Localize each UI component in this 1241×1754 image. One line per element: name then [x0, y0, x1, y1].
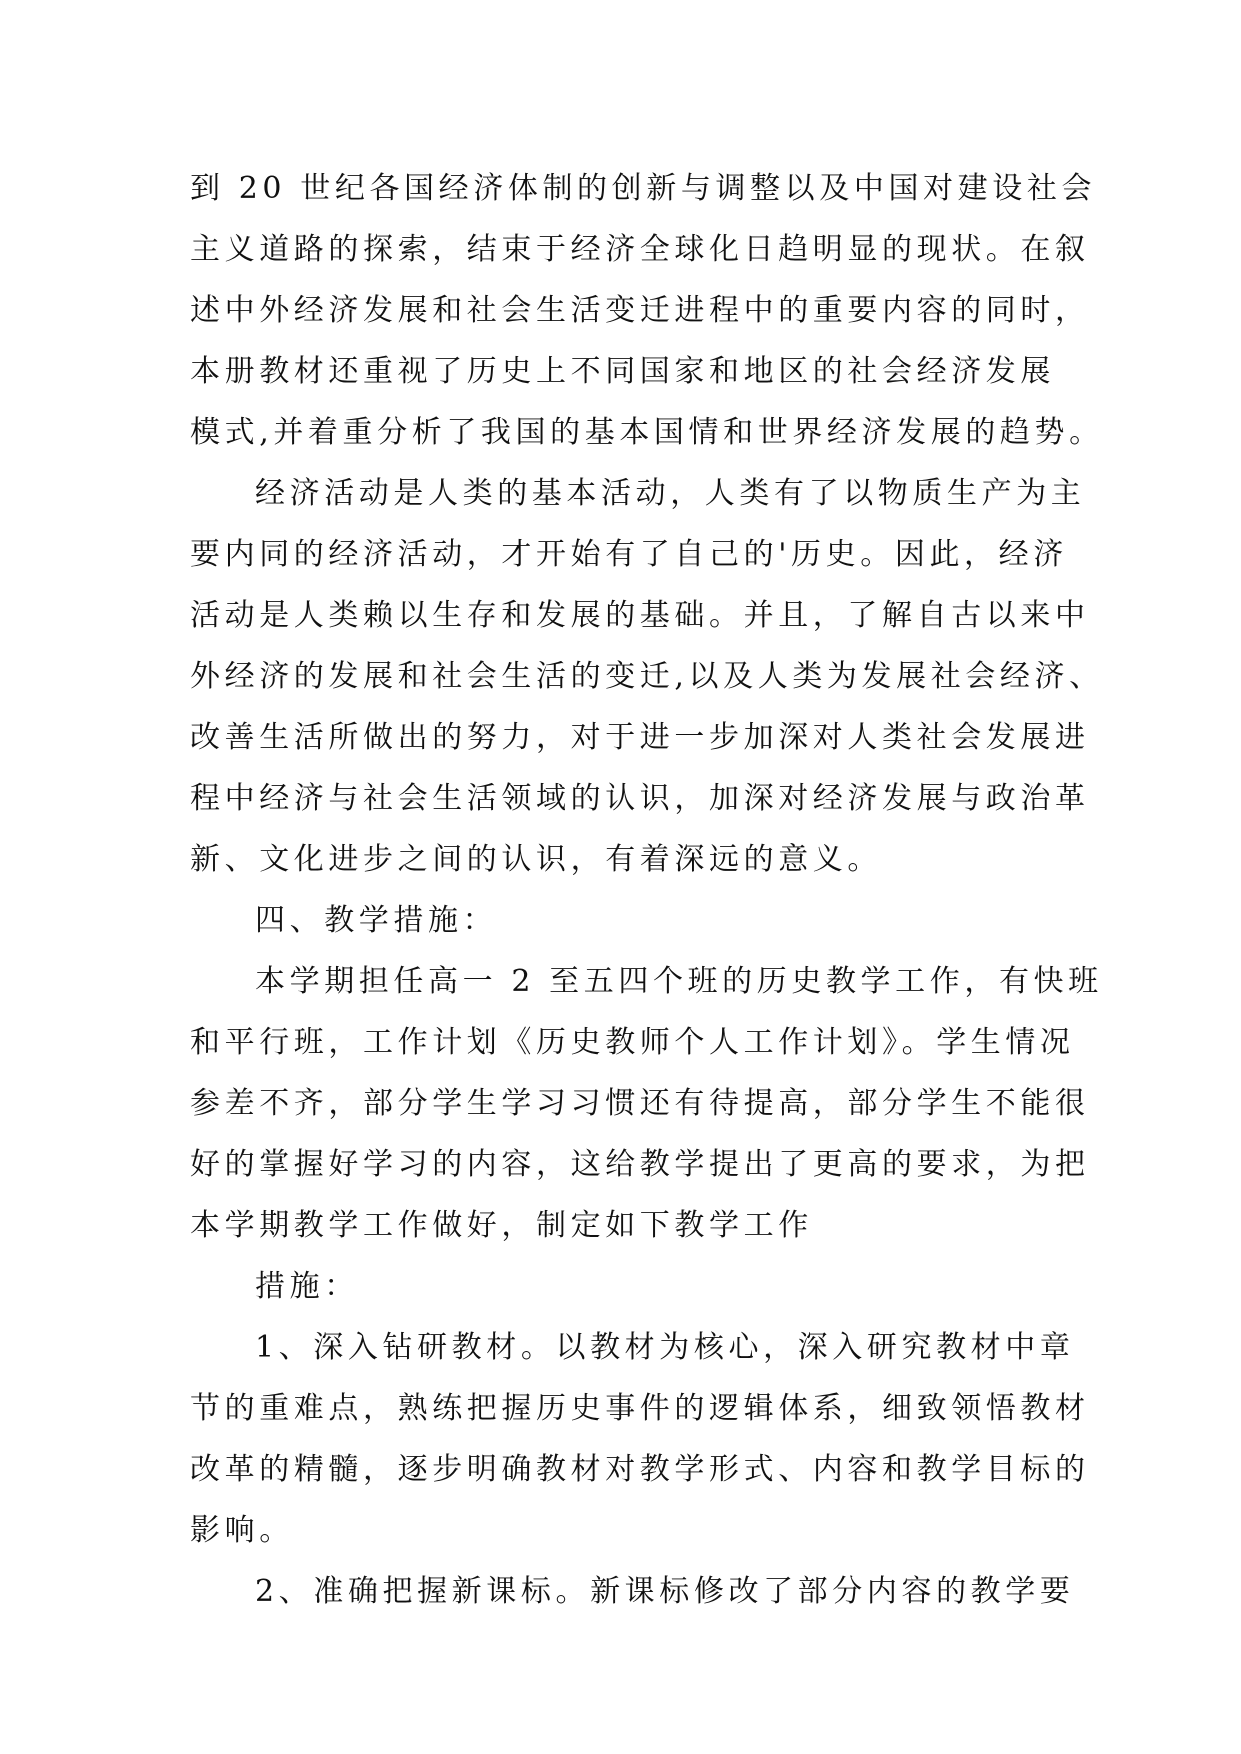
text-line: 影响。 — [190, 1513, 294, 1548]
paragraph-first-line: 2、准确把握新课标。新课标修改了部分内容的教学要 — [255, 1574, 1075, 1609]
text-line: 述中外经济发展和社会生活变迁进程中的重要内容的同时， — [190, 293, 1090, 328]
text-line: 外经济的发展和社会生活的变迁,以及人类为发展社会经济、 — [190, 659, 1104, 694]
text-line: 改革的精髓，逐步明确教材对教学形式、内容和教学目标的 — [190, 1452, 1090, 1487]
text-line: 参差不齐，部分学生学习习惯还有待提高，部分学生不能很 — [190, 1086, 1090, 1121]
text-line: 到 20 世纪各国经济体制的创新与调整以及中国对建设社会 — [190, 171, 1097, 206]
text-line: 改善生活所做出的努力，对于进一步加深对人类社会发展进 — [190, 720, 1090, 755]
paragraph-first-line: 经济活动是人类的基本活动，人类有了以物质生产为主 — [255, 476, 1086, 511]
text-line: 活动是人类赖以生存和发展的基础。并且，了解自古以来中 — [190, 598, 1090, 633]
paragraph-first-line: 措施： — [255, 1269, 359, 1304]
text-line: 新、文化进步之间的认识，有着深远的意义。 — [190, 842, 882, 877]
text-line: 程中经济与社会生活领域的认识，加深对经济发展与政治革 — [190, 781, 1090, 816]
text-line: 本学期教学工作做好，制定如下教学工作 — [190, 1208, 813, 1243]
text-line: 主义道路的探索，结束于经济全球化日趋明显的现状。在叙 — [190, 232, 1090, 267]
text-line: 本册教材还重视了历史上不同国家和地区的社会经济发展 — [190, 354, 1055, 389]
text-line: 要内同的经济活动，才开始有了自己的'历史。因此，经济 — [190, 537, 1068, 572]
text-line: 模式,并着重分析了我国的基本国情和世界经济发展的趋势。 — [190, 415, 1104, 450]
paragraph-first-line: 本学期担任高一 2 至五四个班的历史教学工作，有快班 — [255, 964, 1103, 999]
document-body — [190, 158, 1104, 1622]
paragraph-first-line: 1、深入钻研教材。以教材为核心，深入研究教材中章 — [255, 1330, 1075, 1365]
section-heading: 四、教学措施： — [255, 903, 498, 938]
text-line: 好的掌握好学习的内容，这给教学提出了更高的要求，为把 — [190, 1147, 1090, 1182]
text-line: 节的重难点，熟练把握历史事件的逻辑体系，细致领悟教材 — [190, 1391, 1090, 1426]
text-line: 和平行班，工作计划《历史教师个人工作计划》。学生情况 — [190, 1025, 1075, 1060]
